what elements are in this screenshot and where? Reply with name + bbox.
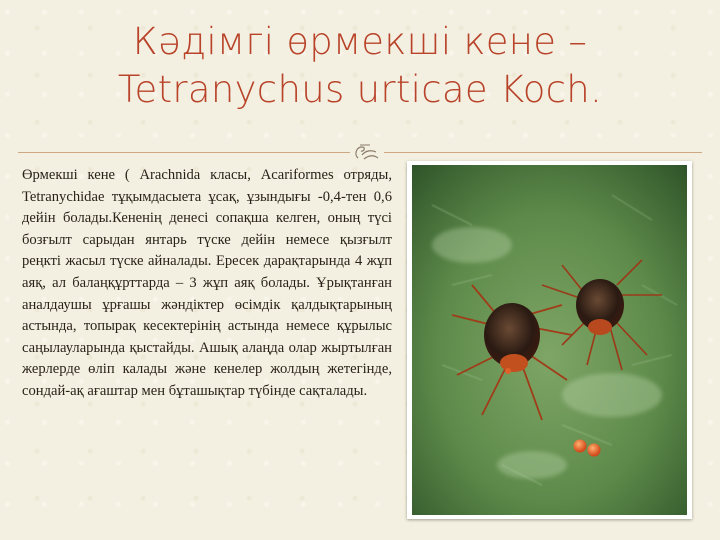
spider-mite-photo	[412, 165, 687, 515]
divider-flourish-icon	[350, 141, 384, 163]
slide-body-text: Өрмекші кене ( Arachnida класы, Acariformes отряды, Tetranychidae тұқымдасыета ұсақ, ұзындығы -0,4-тен 0,6 дейін болады.Кененің денесі сопақша келген, оның түсі бозғылт сарыдан янтарь түске дейін немесе қызғылт реңкті жасыл түске айналады. Ересек дарақтарында 4 жұп аяқ, ал балаңқұрттарда – 3 жұп аяқ болады. Ұрықтанған аналдаушы ұрғашы жәндіктер өсімдік қалдықтарының астында, топырақ кесектерінің астында немесе құрылыс саңылауларында қыстайды. Ашық алаңда олар жыртылған жерлерде өліп калады және кенелер жолдың жетегінде, сондай-ақ ағаштар мен бұташықтар түбінде сақталады.	[22, 167, 392, 399]
title-line-1: Кәдімгі өрмекші кене –	[132, 20, 588, 63]
slide-title	[40, 18, 680, 114]
title-line-2: Tetranychus urticae Koch.	[117, 68, 603, 111]
